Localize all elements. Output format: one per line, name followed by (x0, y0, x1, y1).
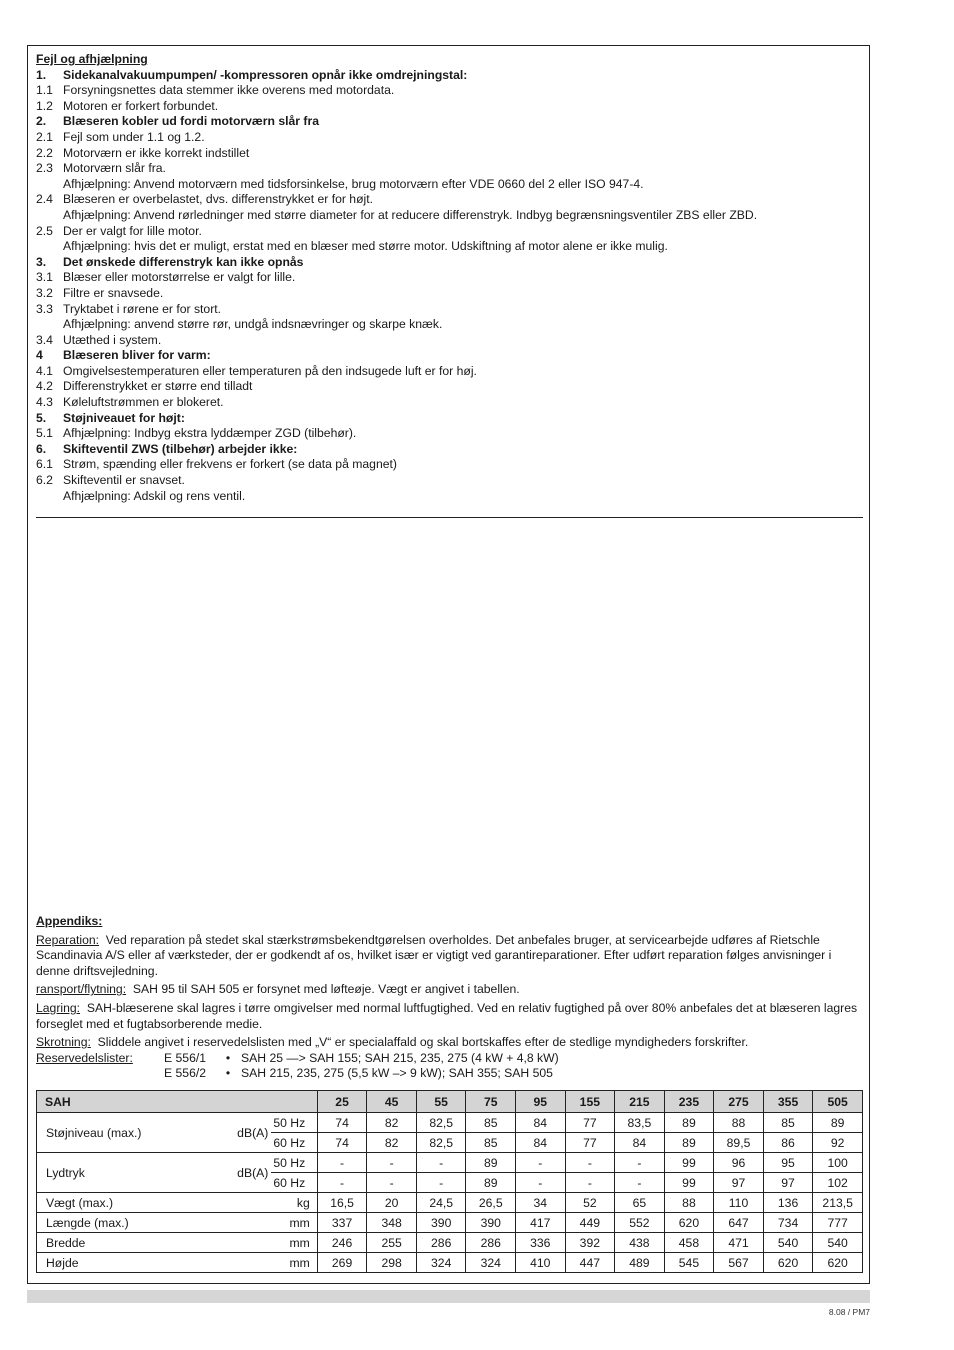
list-item (36, 489, 863, 505)
list-item (36, 224, 863, 240)
scrap-label: Skrotning: (36, 1035, 91, 1050)
table-cell: - (367, 1173, 417, 1193)
item-text: Motoren er forkert forbundet. (63, 98, 219, 113)
section-heading (36, 255, 863, 271)
spares-label: Reservedelslister: (36, 1050, 133, 1065)
table-row (37, 1193, 863, 1213)
list-item (36, 457, 863, 473)
table-cell: 20 (367, 1193, 417, 1213)
item-number: 3.2 (36, 285, 53, 300)
troubleshooting-title: Fejl og afhjælpning (36, 52, 148, 66)
item-text: Skifteventil er snavset. (63, 473, 185, 488)
bullet: • (225, 1066, 231, 1081)
table-row (37, 1213, 863, 1233)
item-text: Forsyningsnettes data stemmer ikke overens med motordata. (63, 83, 395, 98)
table-header-model: 75 (466, 1091, 516, 1113)
item-text: Motorværn slår fra. (63, 161, 166, 176)
table-cell: 255 (367, 1233, 417, 1253)
table-cell: 86 (763, 1133, 813, 1153)
table-cell: 777 (813, 1213, 863, 1233)
table-cell: - (565, 1153, 615, 1173)
transport-paragraph (36, 982, 863, 998)
table-cell: 88 (664, 1193, 714, 1213)
list-item (36, 379, 863, 395)
list-item (36, 270, 863, 286)
item-text: Blæseren er overbelastet, dvs. differenstrykket er for højt. (63, 192, 374, 207)
table-header-sah: SAH (37, 1091, 318, 1113)
item-number: 4.3 (36, 395, 53, 410)
section-heading (36, 68, 863, 84)
table-cell: 447 (565, 1253, 615, 1273)
table-cell: 82,5 (416, 1113, 466, 1133)
table-cell: 298 (367, 1253, 417, 1273)
item-number: 6.1 (36, 457, 53, 472)
row-frequency: 50 Hz (271, 1153, 317, 1173)
table-cell: 449 (565, 1213, 615, 1233)
table-cell: 269 (317, 1253, 367, 1273)
item-number: 4.1 (36, 363, 53, 378)
item-number: 1.1 (36, 83, 53, 98)
item-text: Afhjælpning: hvis det er muligt, erstat med en blæser med større motor. Udskiftning af motor alene er ikke mulig. (63, 239, 668, 254)
item-number: 3.1 (36, 270, 53, 285)
table-cell: 110 (714, 1193, 764, 1213)
item-number: 6.2 (36, 473, 53, 488)
spares-text: SAH 25 —> SAH 155; SAH 215, 235, 275 (4 kW + 4,8 kW) (241, 1050, 559, 1065)
appendix-title: Appendiks: (36, 914, 103, 928)
table-header-model: 275 (714, 1091, 764, 1113)
table-cell: 540 (763, 1233, 813, 1253)
table-cell: 100 (813, 1153, 863, 1173)
table-cell: - (615, 1173, 665, 1193)
table-cell: - (367, 1153, 417, 1173)
table-cell: 324 (466, 1253, 516, 1273)
table-cell: 647 (714, 1213, 764, 1233)
table-cell: 52 (565, 1193, 615, 1213)
row-label: Højde (37, 1253, 272, 1273)
item-text: Blæser eller motorstørrelse er valgt for lille. (63, 270, 296, 285)
table-cell: 85 (763, 1113, 813, 1133)
table-cell: 545 (664, 1253, 714, 1273)
item-text: Det ønskede differenstryk kan ikke opnås (63, 254, 304, 269)
table-cell: 392 (565, 1233, 615, 1253)
item-text: Afhjælpning: Anvend motorværn med tidsforsinkelse, brug motorværn efter VDE 0660 del 2 eller ISO 947-4. (63, 176, 644, 191)
table-cell: 89,5 (714, 1133, 764, 1153)
table-header-model: 55 (416, 1091, 466, 1113)
storage-paragraph (36, 1001, 863, 1032)
row-label: Støjniveau (max.) (37, 1113, 230, 1153)
item-text: Sidekanalvakuumpumpen/ -kompressoren opnår ikke omdrejningstal: (63, 67, 468, 82)
table-cell: 89 (466, 1173, 516, 1193)
table-header-model: 95 (516, 1091, 566, 1113)
row-label: Lydtryk (37, 1153, 230, 1193)
table-cell: 74 (317, 1133, 367, 1153)
table-header-model: 25 (317, 1091, 367, 1113)
spares-line-2 (36, 1066, 863, 1082)
repair-paragraph (36, 933, 863, 980)
table-cell: - (516, 1153, 566, 1173)
bottom-bar (27, 1290, 870, 1303)
table-cell: 89 (813, 1113, 863, 1133)
row-unit: mm (271, 1233, 317, 1253)
list-item (36, 317, 863, 333)
table-cell: 540 (813, 1233, 863, 1253)
troubleshooting-list (36, 68, 863, 505)
table-cell: 136 (763, 1193, 813, 1213)
table-cell: 84 (516, 1113, 566, 1133)
table-cell: - (416, 1153, 466, 1173)
item-text: Der er valgt for lille motor. (63, 223, 202, 238)
item-number: 2.3 (36, 161, 53, 176)
list-item (36, 239, 863, 255)
item-number: 6. (36, 441, 47, 456)
list-item (36, 130, 863, 146)
table-cell: 97 (763, 1173, 813, 1193)
table-cell: 84 (516, 1133, 566, 1153)
scrap-paragraph (36, 1035, 863, 1051)
table-cell: 26,5 (466, 1193, 516, 1213)
transport-text: SAH 95 til SAH 505 er forsynet med løfteøje. Vægt er angivet i tabellen. (132, 982, 520, 997)
page-footer: 8.08 / PM7 (828, 1307, 870, 1317)
table-cell: 84 (615, 1133, 665, 1153)
table-cell: 489 (615, 1253, 665, 1273)
item-number: 5.1 (36, 426, 53, 441)
table-cell: 89 (664, 1133, 714, 1153)
table-cell: 102 (813, 1173, 863, 1193)
table-cell: 390 (416, 1213, 466, 1233)
item-number: 2. (36, 114, 47, 129)
table-header-model: 235 (664, 1091, 714, 1113)
table-cell: 734 (763, 1213, 813, 1233)
row-label: Længde (max.) (37, 1213, 272, 1233)
table-cell: 620 (763, 1253, 813, 1273)
row-frequency: 50 Hz (271, 1113, 317, 1133)
item-number: 2.1 (36, 129, 53, 144)
table-cell: 552 (615, 1213, 665, 1233)
table-header-row (37, 1091, 863, 1113)
row-label: Vægt (max.) (37, 1193, 272, 1213)
table-cell: 96 (714, 1153, 764, 1173)
item-text: Afhjælpning: anvend større rør, undgå indsnævringer og skarpe knæk. (63, 317, 443, 332)
row-unit: mm (271, 1253, 317, 1273)
table-cell: 246 (317, 1233, 367, 1253)
row-frequency: 60 Hz (271, 1173, 317, 1193)
troubleshooting-section (36, 52, 863, 504)
transport-label: ransport/flytning: (36, 982, 127, 997)
table-cell: 85 (466, 1133, 516, 1153)
list-item (36, 99, 863, 115)
table-header-model: 45 (367, 1091, 417, 1113)
table-cell: 337 (317, 1213, 367, 1233)
list-item (36, 364, 863, 380)
row-unit: dB(A) (229, 1153, 271, 1193)
list-item (36, 192, 863, 208)
item-text: Afhjælpning: Indbyg ekstra lyddæmper ZGD (tilbehør). (63, 426, 357, 441)
table-cell: 213,5 (813, 1193, 863, 1213)
item-text: Afhjælpning: Adskil og rens ventil. (63, 488, 246, 503)
table-cell: 567 (714, 1253, 764, 1273)
row-unit: kg (271, 1193, 317, 1213)
spares-line-1 (36, 1051, 863, 1067)
item-text: Tryktabet i rørene er for stort. (63, 301, 222, 316)
table-cell: - (565, 1173, 615, 1193)
storage-text: SAH-blæserene skal lagres i tørre omgivelser med normal luftfugtighed. Ved en relativ fugtighed på over 80% anbefales det at blæseren lagres forseglet med et fugtabsorberende medie. (36, 1000, 858, 1031)
table-cell: - (516, 1173, 566, 1193)
item-number: 3.3 (36, 301, 53, 316)
table-cell: 83,5 (615, 1113, 665, 1133)
spares-code: E 556/1 (164, 1050, 207, 1065)
table-cell: 65 (615, 1193, 665, 1213)
item-text: Strøm, spænding eller frekvens er forkert (se data på magnet) (63, 457, 397, 472)
list-item (36, 426, 863, 442)
item-text: Omgivelsestemperaturen eller temperaturen på den indsugede luft er for høj. (63, 363, 477, 378)
table-header-model: 505 (813, 1091, 863, 1113)
spares-text: SAH 215, 235, 275 (5,5 kW –> 9 kW); SAH 355; SAH 505 (241, 1066, 553, 1081)
table-cell: 24,5 (416, 1193, 466, 1213)
item-number: 2.4 (36, 192, 53, 207)
table-row (37, 1113, 863, 1133)
item-number: 3.4 (36, 332, 53, 347)
table-cell: 82 (367, 1113, 417, 1133)
table-body (37, 1113, 863, 1273)
item-text: Blæseren bliver for varm: (63, 348, 211, 363)
table-cell: 85 (466, 1113, 516, 1133)
table-header-model: 215 (615, 1091, 665, 1113)
table-cell: 286 (416, 1233, 466, 1253)
table-row (37, 1233, 863, 1253)
list-item (36, 333, 863, 349)
section-heading (36, 114, 863, 130)
item-number: 5. (36, 410, 47, 425)
row-frequency: 60 Hz (271, 1133, 317, 1153)
item-number: 3. (36, 254, 47, 269)
row-unit: mm (271, 1213, 317, 1233)
item-text: Filtre er snavsede. (63, 285, 164, 300)
repair-label: Reparation: (36, 932, 100, 947)
table-cell: 97 (714, 1173, 764, 1193)
table-cell: 620 (813, 1253, 863, 1273)
table-cell: 82 (367, 1133, 417, 1153)
table-cell: 34 (516, 1193, 566, 1213)
bullet: • (225, 1050, 231, 1065)
table-cell: 458 (664, 1233, 714, 1253)
table-cell: 89 (664, 1113, 714, 1133)
spares-code: E 556/2 (164, 1066, 207, 1081)
row-unit: dB(A) (229, 1113, 271, 1153)
item-text: Afhjælpning: Anvend rørledninger med større diameter for at reducere differenstryk. Indbyg begrænsningsventiler ZBS eller ZBD. (63, 207, 758, 222)
section-heading (36, 442, 863, 458)
table-cell: - (317, 1173, 367, 1193)
table-cell: 471 (714, 1233, 764, 1253)
item-text: Køleluftstrømmen er blokeret. (63, 395, 224, 410)
list-item (36, 208, 863, 224)
item-text: Differenstrykket er større end tilladt (63, 379, 253, 394)
table-cell: 390 (466, 1213, 516, 1233)
table-cell: 336 (516, 1233, 566, 1253)
storage-label: Lagring: (36, 1000, 81, 1015)
table-cell: 89 (466, 1153, 516, 1173)
table-cell: 438 (615, 1233, 665, 1253)
table-cell: 417 (516, 1213, 566, 1233)
item-text: Skifteventil ZWS (tilbehør) arbejder ikke: (63, 441, 298, 456)
table-cell: 88 (714, 1113, 764, 1133)
table-cell: 77 (565, 1113, 615, 1133)
item-text: Fejl som under 1.1 og 1.2. (63, 129, 205, 144)
table-cell: 16,5 (317, 1193, 367, 1213)
list-item (36, 177, 863, 193)
item-text: Blæseren kobler ud fordi motorværn slår fra (63, 114, 319, 129)
list-item (36, 395, 863, 411)
table-header-model: 155 (565, 1091, 615, 1113)
table-row (37, 1253, 863, 1273)
table-cell: 99 (664, 1173, 714, 1193)
section-heading (36, 411, 863, 427)
table-cell: 74 (317, 1113, 367, 1133)
item-number: 2.2 (36, 145, 53, 160)
list-item (36, 161, 863, 177)
list-item (36, 83, 863, 99)
table-cell: 92 (813, 1133, 863, 1153)
section-heading (36, 348, 863, 364)
table-cell: 410 (516, 1253, 566, 1273)
table-cell: 348 (367, 1213, 417, 1233)
item-number: 1. (36, 67, 47, 82)
table-cell: 620 (664, 1213, 714, 1233)
table-cell: 82,5 (416, 1133, 466, 1153)
item-text: Utæthed i system. (63, 332, 162, 347)
table-cell: - (615, 1153, 665, 1173)
item-number: 4 (36, 348, 43, 363)
item-text: Støjniveauet for højt: (63, 410, 185, 425)
list-item (36, 286, 863, 302)
appendix-section (36, 914, 863, 1082)
table-cell: 286 (466, 1233, 516, 1253)
item-text: Motorværn er ikke korrekt indstillet (63, 145, 250, 160)
list-item (36, 146, 863, 162)
table-cell: 95 (763, 1153, 813, 1173)
scrap-text: Sliddele angivet i reservedelslisten med „V“ er specialaffald og skal bortskaffes efter de stedlige myndigheders forskrifter. (97, 1035, 749, 1050)
list-item (36, 302, 863, 318)
item-number: 4.2 (36, 379, 53, 394)
divider (36, 517, 863, 518)
row-label: Bredde (37, 1233, 272, 1253)
table-cell: 324 (416, 1253, 466, 1273)
list-item (36, 473, 863, 489)
table-cell: - (317, 1153, 367, 1173)
table-cell: 77 (565, 1133, 615, 1153)
table-row (37, 1153, 863, 1173)
item-number: 1.2 (36, 98, 53, 113)
table-cell: 99 (664, 1153, 714, 1173)
spec-table (36, 1090, 863, 1273)
table-header-model: 355 (763, 1091, 813, 1113)
repair-text: Ved reparation på stedet skal stærkstrømsbekendtgørelsen overholdes. Det anbefales bruger, at servicearbejde udføres af Rietschle Scandinavia A/S eller af værksteder, der er godkendt af os, hvilket især er vigtigt ved garantireparationer. Efter udført reparation følges anvisninger i denne driftsvejledning. (36, 932, 832, 978)
item-number: 2.5 (36, 223, 53, 238)
table-cell: - (416, 1173, 466, 1193)
